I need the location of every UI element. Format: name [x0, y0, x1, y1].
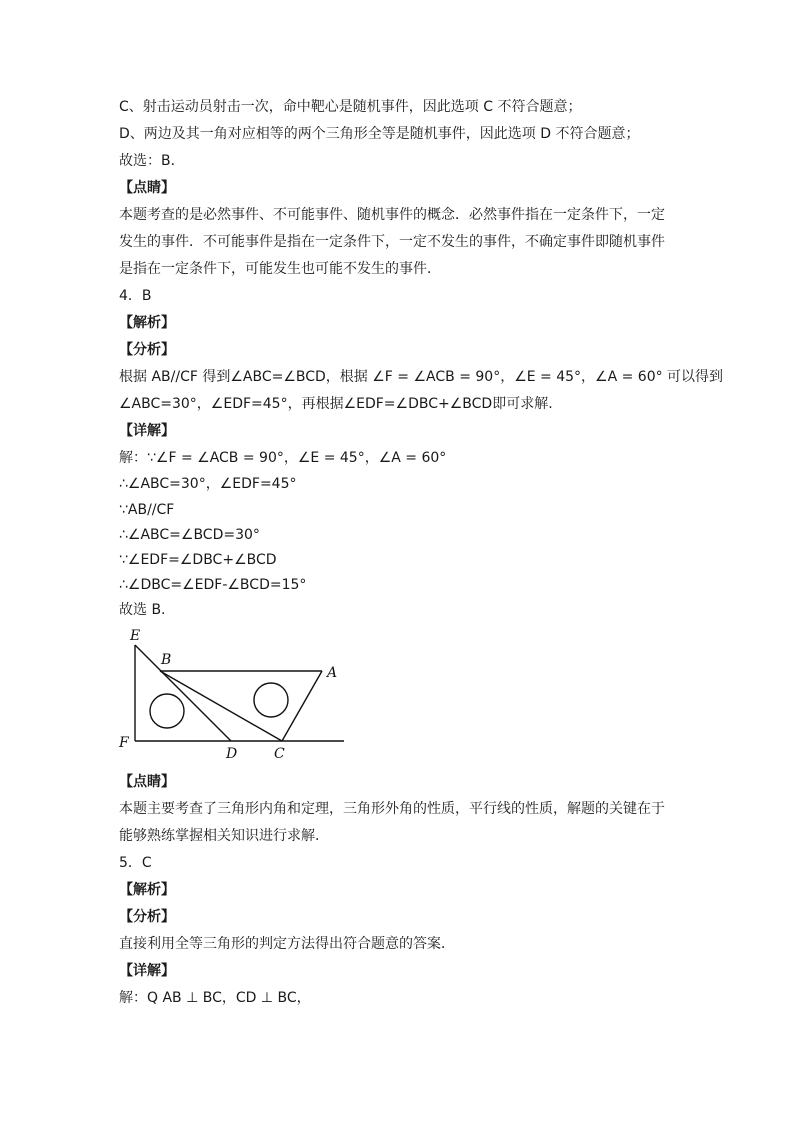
question-number: 5．C [119, 855, 152, 871]
section-heading: 【分析】 [119, 909, 175, 925]
line-15: ∴∠ABC=30°，∠EDF=45° [119, 476, 297, 492]
segment-ac [282, 671, 322, 741]
line-2: D、两边及其一角对应相等的两个三角形全等是随机事件，因此选项 D 不符合题意； [119, 126, 640, 142]
section-heading: 【点睛】 [119, 180, 175, 196]
line-27: 直接利用全等三角形的判定方法得出符合题意的答案． [119, 936, 455, 952]
line-3: 故选：B． [119, 153, 185, 169]
line-29: 解：Q AB ⊥ BC，CD ⊥ BC， [119, 990, 311, 1006]
line-14: 解：∵∠F = ∠ACB = 90°，∠E = 45°，∠A = 60° [119, 450, 447, 466]
line-23: 能够熟练掌握相关知识进行求解. [119, 828, 320, 844]
geometry-figure [112, 624, 352, 764]
line-18: ∵∠EDF=∠DBC+∠BCD [119, 552, 277, 568]
label-a: A [327, 665, 338, 681]
section-heading: 【解析】 [119, 315, 175, 331]
section-heading: 【分析】 [119, 342, 175, 358]
line-5: 本题考查的是必然事件、不可能事件、随机事件的概念．必然事件指在一定条件下，一定 [119, 207, 665, 223]
circle-left [150, 694, 184, 728]
label-b: B [161, 652, 172, 668]
section-heading: 【解析】 [119, 882, 175, 898]
circle-right [254, 683, 288, 717]
line-16: ∵AB//CF [119, 502, 175, 518]
label-f: F [119, 735, 129, 751]
line-20: 故选 B. [119, 602, 166, 618]
section-heading: 【点睛】 [119, 774, 175, 790]
section-heading: 【详解】 [119, 963, 175, 979]
line-6: 发生的事件．不可能事件是指在一定条件下，一定不发生的事件，不确定事件即随机事件 [119, 234, 665, 250]
line-22: 本题主要考查了三角形内角和定理，三角形外角的性质，平行线的性质，解题的关键在于 [119, 801, 665, 817]
section-heading: 【详解】 [119, 423, 175, 439]
label-d: D [226, 746, 238, 762]
segment-ed [135, 645, 231, 741]
label-e: E [130, 628, 141, 644]
line-12: ∠ABC=30°，∠EDF=45°，再根据∠EDF=∠DBC+∠BCD即可求解. [119, 396, 553, 412]
line-19: ∴∠DBC=∠EDF-∠BCD=15° [119, 577, 307, 593]
line-7: 是指在一定条件下，可能发生也可能不发生的事件． [119, 261, 441, 277]
line-1: C、射击运动员射击一次，命中靶心是随机事件，因此选项 C 不符合题意； [119, 99, 582, 115]
label-c: C [274, 746, 285, 762]
question-number: 4．B [119, 288, 152, 304]
line-11: 根据 AB//CF 得到∠ABC=∠BCD，根据 ∠F = ∠ACB = 90°，∠E = 45°，∠A = 60° 可以得到 [119, 369, 724, 385]
line-17: ∴∠ABC=∠BCD=30° [119, 527, 260, 543]
